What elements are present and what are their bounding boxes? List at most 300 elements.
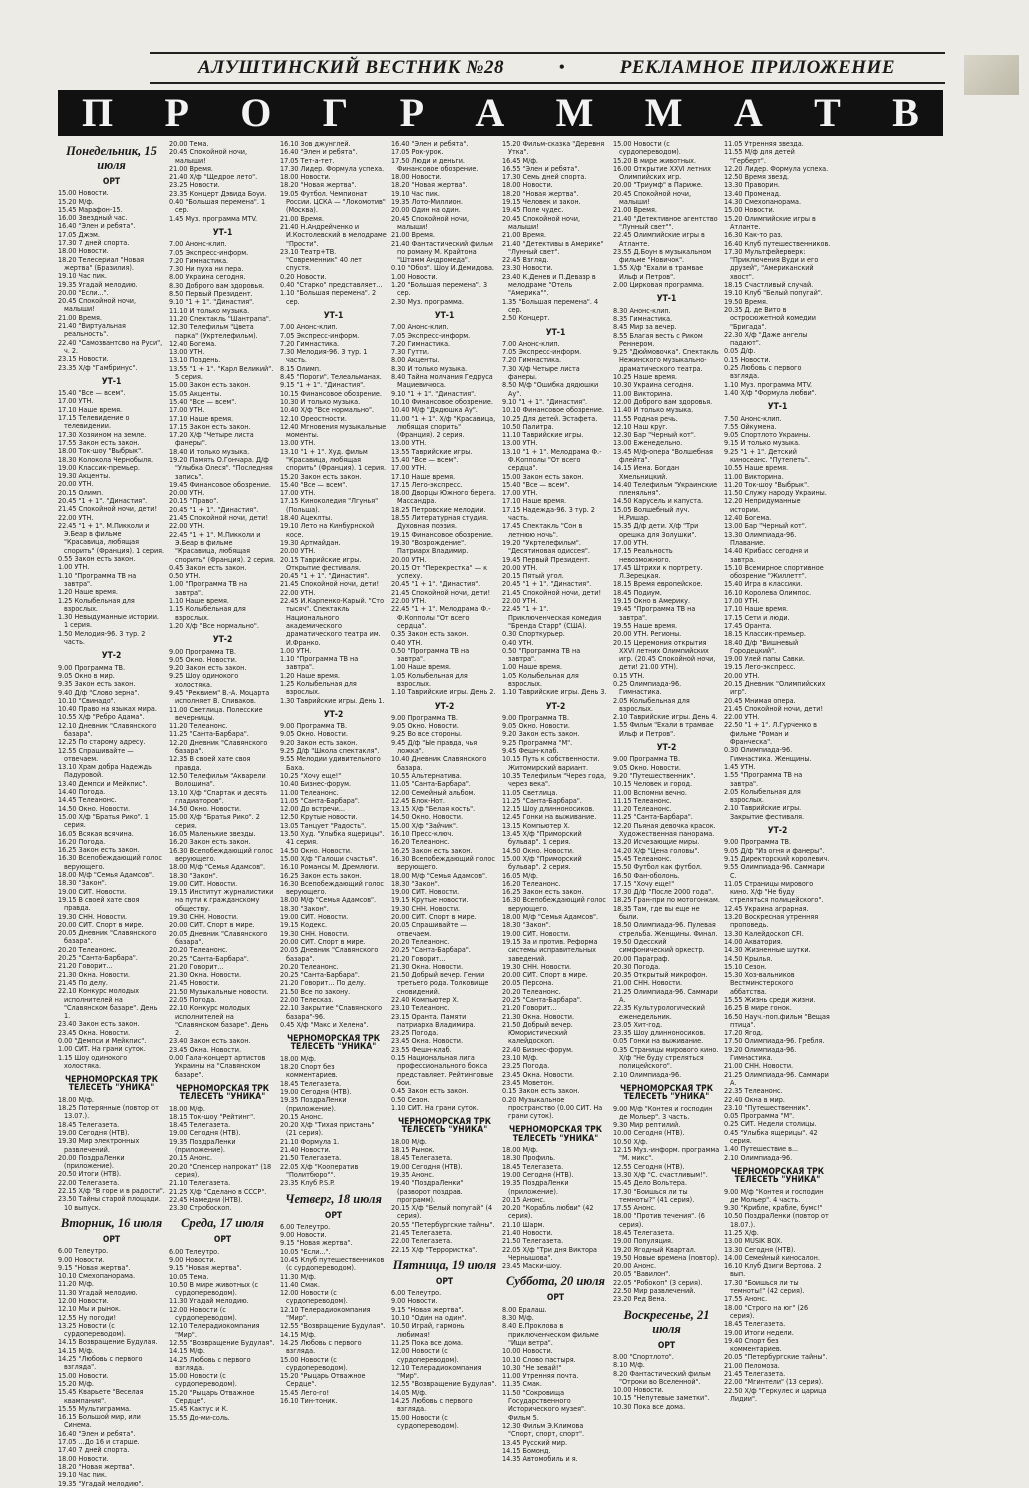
program-entry: 11.00 Викторина.: [724, 471, 784, 481]
program-entry: 10.40 Дневник Славянского базара.: [391, 754, 487, 772]
program-entry: 7.20 Гимнастика.: [280, 338, 340, 348]
channel-heading: ЧЕРНОМОРСКАЯ ТРК ТЕЛЕСЕТЬ "УНИКА": [730, 1166, 825, 1186]
program-entry: 21.40 "Детективное агентство "Лунный свет"".: [613, 213, 718, 231]
program-entry: 0.15 Закон есть закон.: [502, 1086, 580, 1096]
program-entry: 20.05 Дневник "Славянского базара".: [58, 928, 157, 946]
program-entry: 21.25 Олимпиада-96. Саммари А.: [613, 986, 718, 1004]
program-entry: 0.05 Д/ф.: [724, 346, 756, 356]
program-entry: 20.00 ПоздраЛенки (приложение).: [58, 1152, 125, 1171]
program-entry: 7.20 Гимнастика.: [391, 338, 451, 348]
program-entry: 16.55 "Элен и ребята".: [502, 163, 580, 173]
program-entry: 12.35 В своей хате своя правда.: [169, 754, 251, 772]
program-entry: 16.25 Закон есть закон.: [280, 870, 362, 880]
program-entry: 16.05 Маленькие звезды.: [169, 829, 256, 839]
program-entry: 22.50 Х/ф "Геркулес и царица Лидии".: [724, 1385, 827, 1403]
program-entry: 16.25 Закон есть закон.: [502, 887, 584, 897]
program-entry: 14.50 Окно. Новости.: [280, 845, 353, 855]
program-entry: 19.15 Крутые новости.: [391, 895, 469, 905]
program-entry: 20.05 Дневник "Славянского базара".: [280, 945, 379, 963]
program-entry: 12.45 Гонки на выживание.: [502, 812, 597, 822]
program-entry: 20.45 "1 + 1". "Династия".: [169, 504, 259, 514]
program-entry: 12.00 Новости (с сурдопереводом).: [391, 1346, 459, 1364]
program-entry: 17.05 Рок-урок.: [391, 147, 444, 157]
program-entry: 20.45 "1 + 1". "Династия".: [280, 571, 370, 581]
program-entry: 9.55 Мелодии удивительного Баха.: [280, 754, 381, 772]
program-entry: 23.45 Моветон.: [502, 1077, 554, 1087]
program-entry: 18.30 "Закон".: [391, 878, 440, 888]
program-entry: 8.10 М/ф.: [613, 1360, 645, 1370]
program-entry: 1.10 "Большая перемена". 2 сер.: [280, 288, 377, 306]
program-entry: 22.35 Телеанонс.: [724, 1086, 783, 1096]
program-entry: 18.30 "Закон".: [502, 920, 551, 930]
program-entry: 19.10 Клуб "Белый попугай".: [724, 288, 823, 298]
program-entry: 17.00 УТН.: [613, 537, 649, 547]
program-entry: 19.00 Итоги недели.: [724, 1327, 794, 1337]
program-entry: 12.40 Богема.: [724, 513, 772, 523]
program-entry: 11.25 "Санта-Барбара".: [169, 729, 249, 739]
program-entry: 11.20 Телеанонс.: [169, 721, 228, 731]
program-entry: 15.40 "Все — всем".: [58, 388, 126, 398]
program-entry: 19.00 Улей папы Савки.: [724, 654, 805, 664]
program-entry: 14.50 Крылья.: [724, 953, 773, 963]
program-entry: 14.25 Любовь с первого взгляда.: [391, 1396, 473, 1414]
program-entry: 23.10 Театр+ТВ. "Современник" 40 лет спустя.: [280, 246, 362, 273]
program-entry: 18.15 Счастливый случай.: [724, 280, 814, 290]
program-entry: 21.10 Телегазета.: [169, 1178, 231, 1188]
program-entry: 18.20 "Новая жертва".: [391, 180, 468, 190]
program-entry: 10.35 Телефильм "Через года, через века".: [502, 770, 607, 789]
channel-heading: УТ-2: [545, 701, 566, 712]
program-entry: 10.15 Финансовое обозрение.: [280, 388, 382, 398]
program-entry: 17.30 Хозяином на земле.: [58, 429, 147, 439]
program-entry: 1.15 Шоу одинокого холостяка.: [58, 1052, 128, 1070]
program-entry: 14.45 Телеанонс.: [58, 795, 117, 805]
program-entry: 19.15 Окно в Америку.: [613, 596, 691, 606]
program-entry: 18.30 Профиль.: [502, 1153, 556, 1163]
program-column: [280, 140, 387, 1460]
program-entry: 18.00 Новости.: [280, 172, 331, 182]
channel-heading: ОРТ: [546, 1293, 565, 1304]
program-entry: 9.40 Д/ф "Слово зерна".: [58, 687, 140, 697]
program-entry: 15.55 Мультиграмма.: [58, 1403, 132, 1413]
program-entry: 14.15 Возвращение Будулая.: [58, 1337, 158, 1347]
program-entry: 20.00 УТН. Регионы.: [613, 629, 682, 639]
program-entry: 19.35 Угадай мелодию.: [58, 279, 138, 289]
program-entry: 10.55 Наше время.: [724, 463, 789, 473]
program-entry: 18.00 "Строго на юг" (26 серия).: [724, 1302, 809, 1320]
program-entry: 7.20 Гимнастика.: [169, 255, 229, 265]
program-entry: 9.10 "1 + 1". "Династия".: [169, 297, 255, 307]
program-entry: 22.10 Конкурс молодых исполнителей на "Славянском базаре". День 1.: [58, 986, 158, 1021]
program-entry: 12.20 Дневник "Славянского базара".: [169, 737, 268, 756]
program-entry: 21.20 Говорит... По делу.: [280, 978, 366, 988]
program-entry: 17.45 Оранта.: [724, 620, 772, 630]
program-entry: 12.50 Время звезд.: [724, 172, 790, 182]
program-entry: 8.40 Е.Проклова в приключенческом фильме "Ищи ветра".: [502, 1321, 599, 1347]
program-entry: 11.50 Служу народу Украины.: [724, 488, 827, 498]
program-entry: 9.00 Программа ТВ.: [724, 837, 792, 847]
program-entry: 8.20 Фантастический фильм "Отроки во Вселенной".: [613, 1368, 711, 1386]
program-entry: 20.15 Анонс.: [502, 1194, 546, 1204]
program-entry: 11.00 Вспомни вечно.: [613, 787, 687, 797]
program-entry: 9.15 И только музыка.: [724, 438, 801, 448]
program-entry: 21.00 Время.: [391, 230, 435, 240]
program-entry: 9.25 "Дюймовочка". Спектакль Нежинского музыкально-драматического театра.: [613, 347, 719, 373]
program-entry: 19.10 Час пик.: [58, 271, 107, 281]
program-entry: 9.00 Программа ТВ.: [169, 646, 237, 656]
program-entry: 21.45 Спокойной ночи, дети!: [502, 587, 602, 597]
program-entry: 16.10 Королева Олимпос.: [724, 587, 812, 597]
channel-heading: УТ-1: [545, 327, 566, 338]
program-entry: 19.40 "ПоздраЛенки" (разворот поздрав. программ).: [391, 1178, 464, 1204]
program-entry: 11.15 Телеанонс.: [613, 795, 672, 805]
program-entry: 0.35 Закон есть закон.: [391, 629, 469, 639]
program-entry: 14.30 Жизненные шутки.: [724, 945, 811, 955]
program-entry: 18.45 Подиум.: [613, 587, 662, 597]
program-entry: 23.55 Д.Боун в музыкальном фильме "Новичок".: [613, 246, 712, 265]
program-entry: 19.15 Финансовое обозрение.: [391, 529, 493, 539]
tv-program-columns: [58, 139, 948, 1488]
program-entry: 10.00 Новости.: [502, 1346, 553, 1356]
program-entry: 23.25 Погода.: [502, 1061, 550, 1071]
program-entry: 20.45 Мнимая опера.: [724, 695, 796, 705]
program-entry: 13.30 Праворин.: [724, 180, 780, 190]
program-entry: 8.40 Тайна молчания Гедруса Мациевичюса.: [391, 372, 493, 390]
program-entry: 16.30 Как-то раз.: [724, 230, 783, 240]
program-entry: 10.00 Новости.: [613, 1385, 664, 1395]
program-entry: 19.00 Сегодня (НТВ).: [58, 1127, 130, 1137]
program-entry: 14.30 Смехопанорама.: [724, 197, 802, 207]
program-entry: 9.05 Д/ф "Из огня и фанеры".: [724, 845, 825, 855]
program-entry: 0.30 Олимпиада-96. Гимнастика. Женщины.: [724, 745, 812, 763]
program-entry: 9.15 "Новая жертва".: [280, 1238, 353, 1248]
program-entry: 9.00 Программа ТВ.: [58, 662, 126, 672]
program-entry: 7.30 Гутти.: [391, 347, 430, 357]
program-entry: 12.00 Новости.: [58, 1296, 109, 1305]
program-entry: 15.40 "Все — всем".: [280, 479, 348, 489]
channel-heading: УТ-2: [323, 709, 344, 720]
program-entry: 13.00 УТН.: [391, 438, 427, 448]
program-entry: 18.45 Телегазета.: [169, 1120, 231, 1130]
channel-heading: ОРТ: [102, 177, 121, 187]
torn-corner: [964, 55, 1019, 95]
program-entry: 9.05 Окно. Новости.: [169, 654, 237, 664]
program-entry: 19.45 Поле чудес.: [502, 205, 564, 215]
program-entry: 19.35 Лото-Миллион.: [391, 197, 463, 207]
program-entry: 18.00 М/ф.: [58, 1094, 94, 1104]
program-entry: 20.00 УТН.: [58, 479, 94, 489]
program-entry: 12.10 Ореостности.: [280, 413, 347, 423]
program-entry: 22.00 Телегазета.: [391, 1236, 453, 1246]
channel-heading: ЧЕРНОМОРСКАЯ ТРК ТЕЛЕСЕТЬ "УНИКА": [64, 1075, 159, 1094]
program-entry: 22.00 Телесказ.: [280, 994, 334, 1004]
program-entry: 2.05 Колыбельная для взрослых.: [613, 695, 690, 713]
program-entry: 16.30 Всепобеждающий голос верующего.: [169, 845, 273, 863]
program-entry: 19.00 СИТ. Новости.: [280, 912, 349, 922]
channel-heading: ОРТ: [324, 1210, 343, 1221]
programma-tv-banner: [58, 90, 943, 136]
program-entry: 19.35 ПоздраЛенки (приложение).: [502, 1178, 569, 1196]
program-entry: 18.00 Дворцы Южного берега. Массандра.: [391, 488, 496, 506]
program-entry: 12.55 "Возвращение Будулая".: [391, 1379, 497, 1389]
program-entry: 19.00 СИТ. Новости.: [502, 928, 571, 938]
program-entry: 18.15 Время европейское.: [613, 579, 703, 589]
program-entry: 1.00 Наше время.: [391, 662, 451, 672]
program-entry: 20.00 Один на один.: [391, 205, 461, 215]
program-entry: 21.00 Время.: [613, 205, 657, 215]
program-entry: 9.25 Программа "М".: [502, 737, 573, 747]
newspaper-header: [150, 52, 945, 84]
program-entry: 18.00 М/ф "Семья Адамсов".: [58, 870, 155, 880]
program-entry: 17.00 УТН.: [724, 596, 760, 606]
program-entry: 10.50 Играй, гармонь любимая!: [391, 1321, 465, 1339]
program-entry: 19.30 Артмайдан.: [280, 537, 341, 547]
program-entry: 18.45 Телегазета.: [280, 1078, 342, 1088]
program-entry: 6.00 Телеутро.: [169, 1246, 220, 1256]
program-entry: 19.50 Время.: [724, 296, 768, 306]
program-entry: 17.15 Реальность невозможного.: [613, 546, 673, 564]
program-entry: 12.30 Телефильм "Цвета парка" (Укртелефильм).: [169, 322, 258, 340]
program-entry: 10.15 "Непутевые заметки".: [613, 1393, 710, 1403]
program-entry: 15.05 Акценты.: [169, 388, 222, 398]
program-entry: 11.25 Пока все дома.: [391, 1337, 464, 1347]
program-entry: 11.00 "1 + 1". Х/ф "Красавица, любящая спорить" (Франция). 2 серия.: [391, 413, 496, 440]
program-entry: 16.50 Фан-оболонь.: [613, 870, 680, 880]
program-entry: 23.40 Закон есть закон.: [169, 1036, 251, 1046]
program-entry: 1.10 Таврийские игры. День 3.: [502, 687, 607, 697]
banner-letter: Р: [164, 90, 189, 135]
program-entry: 14.20 Х/ф "Цена головы".: [613, 845, 700, 855]
program-entry: 12.00 Новости (с сурдопереводом).: [280, 1288, 348, 1306]
program-entry: 23.10 Телеанонс.: [391, 1003, 450, 1013]
program-entry: 12.45 Блок-Нот.: [391, 795, 445, 805]
program-entry: 18.00 Новости.: [58, 246, 109, 256]
program-entry: 18.15 Классик-премьер.: [724, 629, 806, 639]
program-entry: 1.45 Муз. программа MTV.: [169, 213, 257, 223]
program-entry: 15.45 Лего-го!: [280, 1387, 330, 1397]
program-entry: 10.05 "Если...".: [280, 1246, 331, 1256]
program-entry: 9.05 Окно. Новости.: [391, 721, 459, 731]
program-entry: 17.45 Штрихи к портрету. Л.Зерецкая.: [613, 562, 703, 581]
program-entry: 11.30 Угадай мелодию.: [169, 1296, 249, 1306]
program-entry: 18.20 Спорт без комментариев.: [280, 1062, 338, 1080]
program-entry: 23.35 Шоу длинноносиков.: [613, 1028, 706, 1038]
program-entry: 19.00 СИТ. Новости.: [58, 886, 127, 896]
program-entry: 15.55 Жизнь среди жизни.: [724, 994, 816, 1004]
program-entry: 22.10 Закрытие "Славянского базара"-96.: [280, 1003, 383, 1021]
program-entry: 0.50 УТН.: [169, 571, 201, 581]
program-entry: 20.15 Пятый угол.: [502, 571, 564, 581]
header-separator: •: [558, 59, 565, 76]
program-entry: 10.10 Финансовое обозрение.: [502, 405, 604, 415]
program-entry: 17.15 Сети и люди.: [724, 612, 790, 622]
program-entry: 17.00 УТН.: [169, 405, 205, 415]
program-entry: 12.45 Украина аграрная.: [724, 903, 809, 913]
program-entry: 23.35 Концерт Дэвида Боуи.: [169, 188, 267, 198]
program-entry: 15.00 Закон есть закон.: [169, 380, 251, 390]
program-entry: 0.45 Закон есть закон.: [169, 562, 247, 572]
program-entry: 20.50 Итоги (НТВ).: [58, 1169, 122, 1179]
program-entry: 8.50 М/ф "Ошибка дядюшки Ау".: [502, 380, 599, 398]
program-entry: 20.20 "Спенсер напрокат" (18 серия).: [169, 1161, 272, 1179]
program-entry: 16.25 Закон есть закон.: [391, 845, 473, 855]
program-entry: 22.40 Компьютер Х.: [391, 994, 459, 1004]
program-entry: 11.25 "Санта-Барбара".: [502, 795, 582, 805]
program-entry: 1.20 Х/ф "Все нормально".: [169, 620, 259, 630]
program-entry: 23.25 Погода.: [391, 1028, 439, 1038]
program-entry: 14.50 Окно. Новости.: [169, 804, 242, 814]
program-entry: 18.00 М/ф "Семья Адамсов".: [391, 870, 488, 880]
program-entry: 15.40 "Все — всем".: [391, 454, 459, 464]
program-entry: 13.40 Демпси и Мейкпис".: [58, 778, 148, 788]
program-entry: 15.45 Кактус и К.: [169, 1404, 229, 1414]
program-entry: 9.45 Д/ф "Ые правда, чья ложка".: [391, 737, 478, 756]
program-entry: 16.40 "Элен и ребята".: [280, 147, 358, 157]
program-entry: 20.20 Х/ф "Тихая пристань" (21 серия).: [280, 1120, 375, 1138]
program-entry: 13.25 Новости (с сурдопереводом).: [58, 1320, 126, 1339]
program-entry: 12.00 До встречи...: [280, 804, 346, 814]
banner-letter: О: [240, 90, 272, 135]
program-entry: 1.00 "Программа ТВ на завтра".: [169, 579, 248, 597]
program-entry: 16.20 Телеанонс.: [391, 837, 450, 847]
program-entry: 19.00 СИТ. Новости.: [169, 878, 238, 888]
program-entry: 21.45 Спокойной ночи, дети!: [58, 504, 158, 514]
program-entry: 10.00 Сегодня (НТВ).: [613, 1128, 685, 1138]
program-entry: 10.30 Украина сегодня.: [613, 380, 694, 390]
program-entry: 7.30 Мелодия-96. 3 тур. 1 часть.: [280, 347, 368, 365]
program-entry: 11.05 "Санта-Барбара".: [391, 779, 471, 789]
channel-heading: ЧЕРНОМОРСКАЯ ТРК ТЕЛЕСЕТЬ "УНИКА": [286, 1034, 381, 1053]
program-entry: 21.00 Пеломоза.: [724, 1360, 780, 1370]
program-entry: 19.15 Кодекс.: [280, 920, 328, 930]
program-entry: 16.40 "Элен и ребята".: [58, 221, 136, 231]
program-entry: 15.45 Дело Вольтера.: [613, 1178, 687, 1188]
program-entry: 0.05 Гонки на выживание.: [613, 1036, 704, 1046]
program-entry: 1.55 Х/ф "Ехали в трамвае Ильф и Петров".: [613, 263, 704, 281]
program-entry: 20.00 Параграф.: [613, 953, 670, 963]
channel-heading: ОРТ: [657, 1340, 676, 1351]
program-entry: 16.20 Погода.: [58, 836, 106, 846]
program-entry: 1.35 "Большая перемена". 4 сер.: [502, 296, 599, 314]
program-entry: 19.30 СНН. Новости.: [58, 911, 128, 921]
program-entry: 16.40 "Элен и ребята".: [58, 1428, 136, 1438]
program-entry: 20.05 Дневник "Славянского базара".: [169, 928, 268, 946]
program-entry: 23.10 М/ф.: [502, 1053, 538, 1063]
program-entry: 20.20 Телеанонс.: [391, 936, 450, 946]
program-entry: 8.45 Мир за вечер.: [613, 322, 677, 332]
program-entry: 7.05 Экспресс-информ.: [391, 330, 471, 340]
program-entry: 18.30 "Закон".: [169, 870, 218, 880]
program-entry: 15.05 Волшебный луч. Н.Ришар.: [613, 504, 690, 523]
program-entry: 9.45 Фешн-клаб.: [502, 746, 559, 756]
program-entry: 11.05 "Санта-Барбара".: [280, 795, 360, 805]
program-entry: 16.20 Закон есть закон.: [169, 837, 251, 847]
program-entry: 1.55 "Программа ТВ на завтра".: [724, 770, 803, 788]
program-entry: 23.25 Новости.: [169, 180, 220, 190]
program-entry: 8.30 М/ф.: [502, 1313, 534, 1323]
program-entry: 12.20 Непридуманные истории.: [724, 496, 801, 514]
program-entry: 19.00 Сегодня (НТВ).: [169, 1128, 241, 1138]
program-entry: 0.45 "Улыбка ящерицы". 42 серия.: [724, 1127, 818, 1146]
program-entry: 10.15 Человек и город.: [613, 779, 693, 789]
program-entry: 1.00 УТН.: [280, 645, 312, 655]
program-entry: 16.40 Клуб путешественников.: [724, 238, 831, 248]
program-entry: 21.50 Все по закону.: [280, 986, 351, 996]
program-entry: 23.05 Хит-год.: [613, 1019, 663, 1029]
program-entry: 19.20 Память О.Гончара. Д/ф "Улыбка Олеся". "Последняя запись".: [169, 454, 273, 481]
program-entry: 1.25 Колыбельная для взрослых.: [280, 679, 357, 697]
program-entry: 20.15 "Право".: [169, 496, 219, 506]
program-entry: 20.00 УТН.: [724, 670, 760, 680]
program-entry: 13.20 Воскресная утренняя проповедь.: [724, 912, 819, 930]
program-entry: 17.00 УТН.: [58, 396, 94, 406]
program-entry: 9.05 Окно. Новости.: [280, 729, 348, 739]
program-entry: 11.55 М/ф для детей "Герберт".: [724, 147, 795, 165]
program-entry: 19.20 Олимпиада-96. Гимнастика.: [724, 1044, 797, 1063]
program-entry: 9.05 Окно. Новости.: [613, 762, 681, 772]
program-entry: 0.10 "Обоз". Шоу И.Демидова.: [391, 263, 494, 273]
program-entry: 0.50 Сезон.: [391, 1094, 430, 1104]
program-entry: 20.35 Д. де Вито в остросюжетной комедии "Бригада".: [724, 304, 816, 331]
program-entry: 9.15 "1 + 1". "Династия".: [280, 380, 366, 390]
program-entry: 8.00 Украина сегодня.: [169, 272, 246, 282]
program-entry: 1.10 "Программа ТВ на завтра".: [280, 654, 359, 672]
program-entry: 13.30 Х/ф "С. счастливым!".: [613, 1169, 708, 1179]
program-entry: 2.50 Концерт.: [502, 313, 550, 323]
program-entry: 18.15 Ток-шоу "Рейтинг".: [169, 1111, 256, 1121]
program-entry: 9.00 Программа ТВ.: [502, 712, 570, 722]
program-entry: 12.50 Крутые новости.: [280, 812, 358, 822]
program-entry: 15.40 "Все — всем".: [169, 396, 237, 406]
program-entry: 18.45 Телегазета.: [391, 1153, 453, 1163]
program-entry: 10.30 Пока все дома.: [613, 1401, 686, 1411]
channel-heading: УТ-2: [767, 826, 788, 837]
program-entry: 16.05 Всякая всячина.: [58, 828, 134, 838]
program-entry: 19.15 Лего-экспресс.: [724, 662, 796, 672]
program-entry: 22.50 Мир развлечений.: [613, 1286, 696, 1296]
channel-heading: УТ-1: [767, 402, 788, 413]
program-entry: 15.20 В мире животных.: [613, 155, 697, 165]
program-entry: 20.15 Х/ф "Белый попугай" (4 серия).: [391, 1203, 493, 1221]
program-entry: 21.50 Телегазета.: [502, 1236, 564, 1246]
program-entry: 20.05 "Вавилон".: [613, 1269, 671, 1279]
program-entry: 11.40 И только музыка.: [613, 405, 694, 415]
program-entry: 11.00 Утренняя почта.: [502, 1371, 579, 1381]
program-entry: 13.50 Худ. "Улыбка ящерицы". 41 серия.: [280, 829, 385, 847]
program-entry: 14.50 Окно. Новости.: [502, 845, 575, 855]
program-entry: 21.20 Говорит...: [169, 961, 224, 971]
program-entry: 15.40 Игра в классики.: [724, 579, 803, 589]
program-entry: 21.20 Говорит...: [58, 961, 113, 971]
program-entry: 19.45 "Программа ТВ на завтра".: [613, 604, 696, 622]
program-entry: 16.10 Тин-тоник.: [280, 1396, 338, 1406]
program-entry: 1.20 Наше время.: [58, 587, 118, 597]
program-entry: 2.10 Таврийские игры. Закрытие фестиваля.: [724, 803, 805, 821]
program-entry: 13.00 MUSIK BOX.: [724, 1236, 783, 1246]
program-entry: 21.25 Х/ф "Сделано в СССР".: [169, 1186, 267, 1196]
program-entry: 15.55 До-ми-соль.: [169, 1412, 230, 1422]
program-entry: 17.15 "Хочу еще!": [613, 878, 675, 888]
program-entry: 9.25 Шоу одинокого холостяка.: [169, 671, 239, 689]
program-entry: 9.00 Новости.: [391, 1296, 438, 1306]
program-entry: 12.15 Муз.-информ. программа "М. микс".: [613, 1145, 720, 1163]
program-entry: 10.30 И только музыка.: [280, 396, 361, 406]
program-entry: 22.10 Конкурс молодых исполнителей на "Славянском базаре". День 2.: [169, 1003, 269, 1038]
program-entry: 11.50 "Сокровища Государственного Исторического музея". Фильм 5.: [502, 1387, 587, 1422]
program-entry: 10.10 "Один на один".: [391, 1313, 467, 1323]
program-entry: 12.10 Телерадиокомпания "Мир".: [391, 1362, 482, 1381]
day-heading: Вторник, 16 июля: [60, 1215, 163, 1230]
